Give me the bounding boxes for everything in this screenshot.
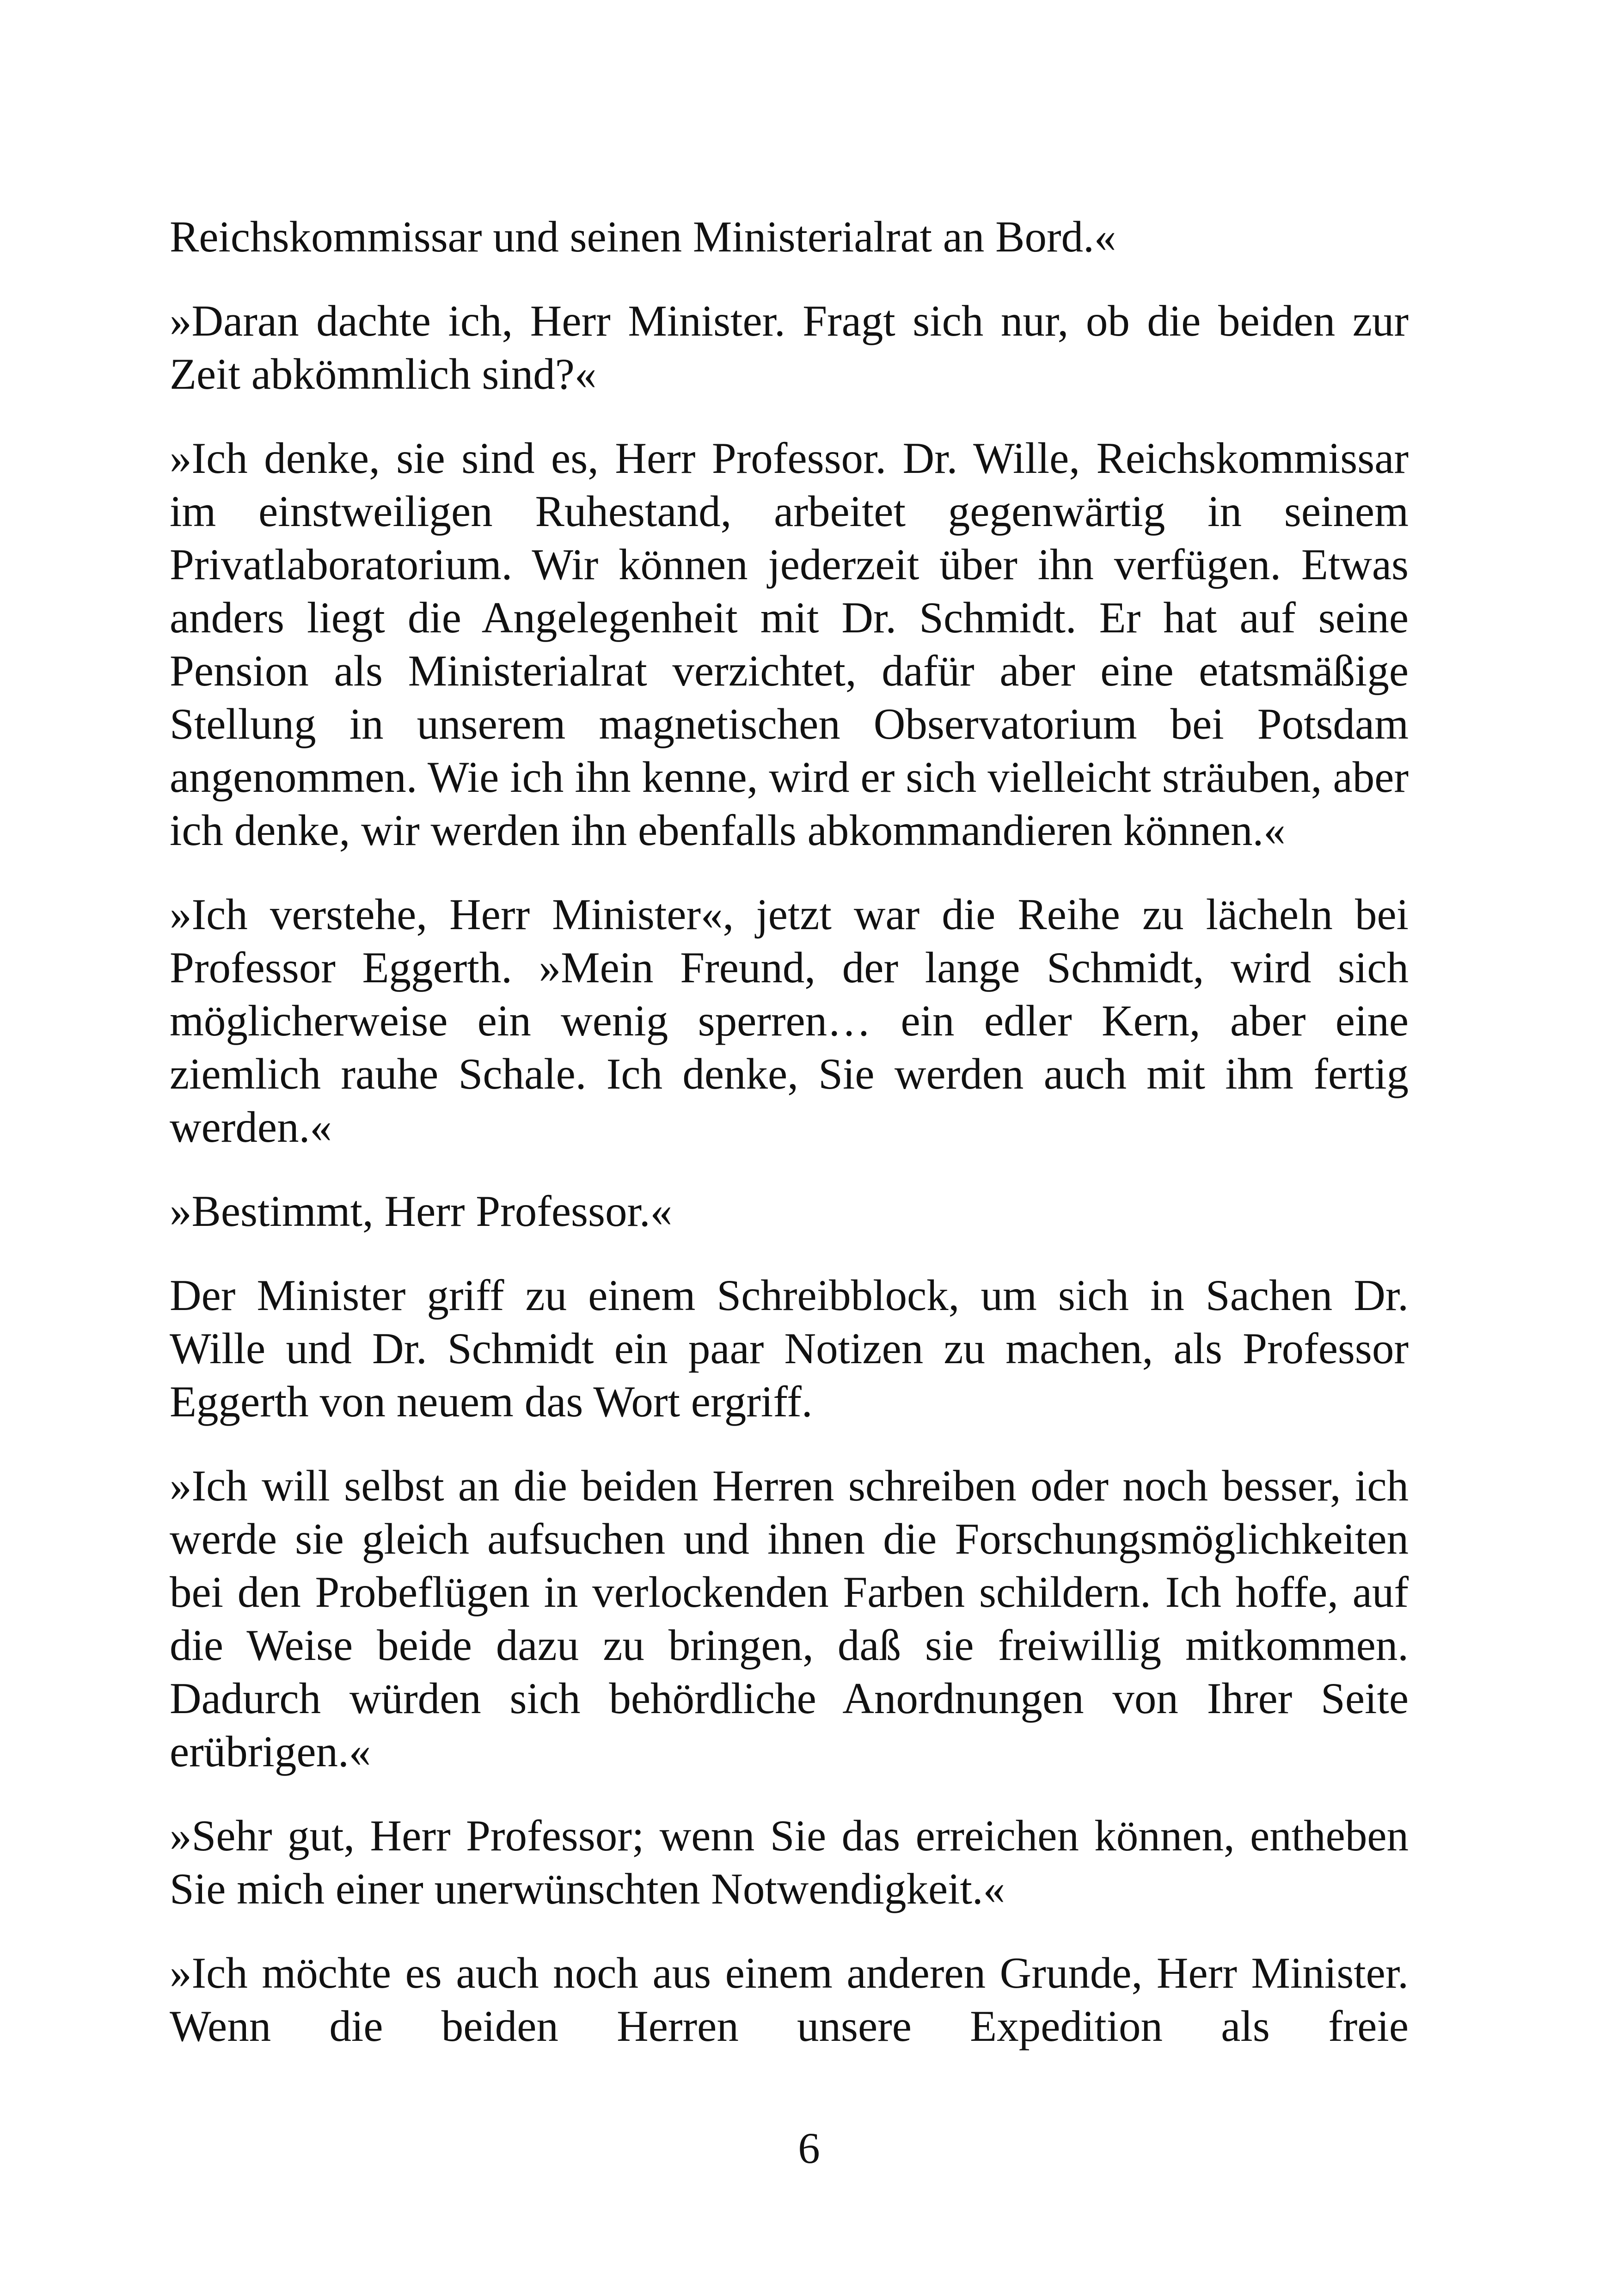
paragraph-5: »Bestimmt, Herr Professor.« [170, 1187, 673, 1236]
paragraph-2: »Daran dachte ich, Herr Minister. Fragt sich nur, ob die beiden zur Zeit abkömmlich sind?« [170, 296, 1409, 398]
paragraph-8: »Sehr gut, Herr Professor; wenn Sie das erreichen können, entheben Sie mich einer unerwünschten Notwendigkeit.« [170, 1811, 1409, 1913]
paragraph-3: »Ich denke, sie sind es, Herr Professor. Dr. Wille, Reichskommissar im einstweiligen Ruhestand, arbeitet gegenwärtig in seinem Privatlaboratorium. Wir können jederzeit über ihn verfügen. Etwas anders liegt die Angelegenheit mit Dr. Schmidt. Er hat auf seine Pension als Ministerialrat verzichtet, dafür aber eine etatsmäßige Stellung in unserem magnetischen Observatorium bei Potsdam angenommen. Wie ich ihn kenne, wird er sich vielleicht sträuben, aber ich denke, wir werden ihn ebenfalls abkommandieren können.« [170, 434, 1409, 855]
paragraph-7: »Ich will selbst an die beiden Herren schreiben oder noch besser, ich werde sie gleich aufsuchen und ihnen die Forschungsmöglichkeiten bei den Probeflügen in verlockenden Farben schildern. Ich hoffe, auf die Weise beide dazu zu bringen, daß sie freiwillig mitkommen. Dadurch würden sich behördliche Anordnungen von Ihrer Seite erübrigen.« [170, 1461, 1409, 1776]
paragraph-1: Reichskommissar und seinen Ministerialrat an Bord.« [170, 212, 1116, 261]
paragraph-9: »Ich möchte es auch noch aus einem anderen Grunde, Herr Minister. Wenn die beiden Herren unsere Expedition als freie [170, 1948, 1409, 2051]
body-text [170, 210, 1409, 2084]
paragraph-6: Der Minister griff zu einem Schreibblock, um sich in Sachen Dr. Wille und Dr. Schmidt ein paar Notizen zu machen, als Professor Eggerth von neuem das Wort ergriff. [170, 1271, 1409, 1426]
paragraph-4: »Ich verstehe, Herr Minister«, jetzt war die Reihe zu lächeln bei Professor Eggerth. »Mein Freund, der lange Schmidt, wird sich möglicherweise ein wenig sperren… ein edler Kern, aber eine ziemlich rauhe Schale. Ich denke, Sie werden auch mit ihm fertig werden.« [170, 890, 1409, 1151]
page-number: 6 [798, 2124, 820, 2173]
